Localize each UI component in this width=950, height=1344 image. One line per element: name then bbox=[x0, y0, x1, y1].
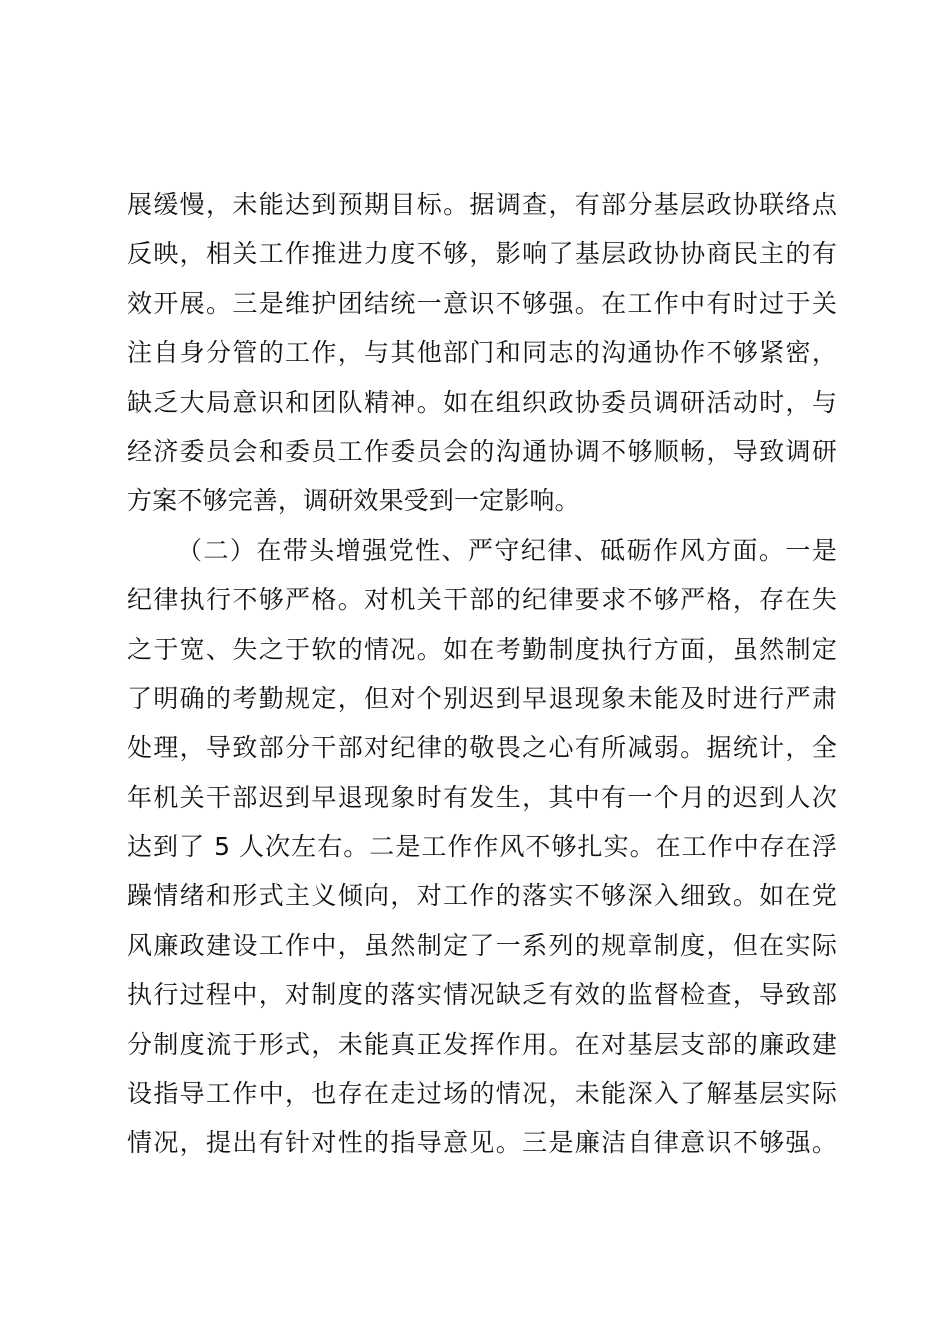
text-line-1: 展缓慢，未能达到预期目标。据调查，有部分基层政协联络点 bbox=[127, 190, 837, 219]
text-line-17: 执行过程中，对制度的落实情况缺乏有效的监督检查，导致部 bbox=[127, 980, 837, 1010]
text-line-10: 之于宽、失之于软的情况。如在考勤制度执行方面，虽然制定 bbox=[127, 634, 837, 664]
text-line-6: 经济委员会和委员工作委员会的沟通协调不够顺畅，导致调研 bbox=[127, 436, 837, 466]
text-line-15: 躁情绪和形式主义倾向，对工作的落实不够深入细致。如在党 bbox=[127, 881, 837, 911]
text-line-14: 达到了 5 人次左右。二是工作作风不够扎实。在工作中存在浮 bbox=[127, 832, 837, 862]
text-line-12: 处理，导致部分干部对纪律的敬畏之心有所减弱。据统计，全 bbox=[127, 733, 837, 763]
text-line-7: 方案不够完善，调研效果受到一定影响。 bbox=[127, 486, 580, 516]
text-line-16: 风廉政建设工作中，虽然制定了一系列的规章制度，但在实际 bbox=[127, 930, 837, 960]
text-line-13: 年机关干部迟到早退现象时有发生，其中有一个月的迟到人次 bbox=[127, 782, 837, 812]
text-line-2: 反映，相关工作推进力度不够，影响了基层政协协商民主的有 bbox=[127, 239, 837, 269]
section-heading-line: （二）在带头增强党性、严守纪律、砥砺作风方面。一是 bbox=[177, 535, 837, 565]
text-line-19: 设指导工作中，也存在走过场的情况，未能深入了解基层实际 bbox=[127, 1079, 837, 1109]
text-line-4: 注自身分管的工作，与其他部门和同志的沟通协作不够紧密， bbox=[127, 338, 837, 368]
text-line-11: 了明确的考勤规定，但对个别迟到早退现象未能及时进行严肃 bbox=[127, 683, 837, 713]
text-line-9: 纪律执行不够严格。对机关干部的纪律要求不够严格，存在失 bbox=[127, 585, 837, 615]
body-text bbox=[127, 180, 837, 1168]
text-line-5: 缺乏大局意识和团队精神。如在组织政协委员调研活动时，与 bbox=[127, 387, 837, 417]
text-line-3: 效开展。三是维护团结统一意识不够强。在工作中有时过于关 bbox=[127, 288, 837, 318]
text-line-20: 情况，提出有针对性的指导意见。三是廉洁自律意识不够强。 bbox=[127, 1128, 837, 1158]
text-line-18: 分制度流于形式，未能真正发挥作用。在对基层支部的廉政建 bbox=[127, 1029, 837, 1059]
